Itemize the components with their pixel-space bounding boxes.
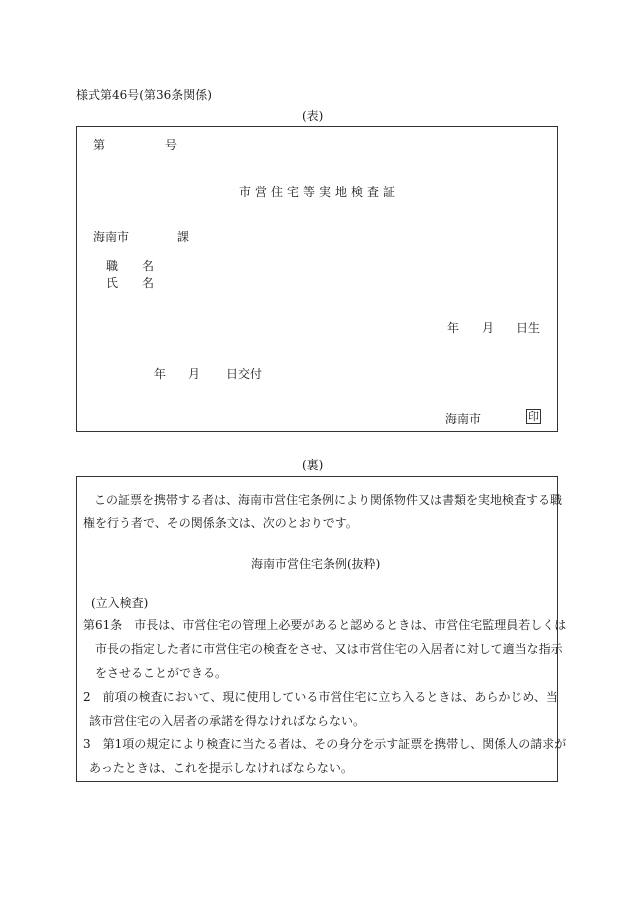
back-card	[76, 476, 567, 782]
birth-day: 日生	[516, 321, 541, 335]
issue-day: 日交付	[226, 367, 263, 381]
item2-line-1: 2 前項の検査において、現に使用している市営住宅に立ち入るときは、あらかじめ、当	[83, 690, 558, 704]
excerpt-title: 海南市営住宅条例(抜粋)	[251, 557, 381, 571]
item3-line-2: あったときは、これを提示しなければならない。	[89, 761, 353, 775]
section-heading: (立入検査)	[91, 596, 149, 610]
front-label: (表)	[302, 109, 324, 123]
name-label: 氏 名	[106, 276, 155, 290]
seal-glyph: 印	[528, 410, 539, 423]
number-prefix: 第	[93, 138, 106, 152]
back-label: (裏)	[302, 458, 324, 472]
seal-mark	[526, 409, 541, 424]
intro-line-1: この証票を携帯する者は、海南市営住宅条例により関係物件又は書類を実地検査する職	[94, 493, 563, 507]
city-label: 海南市	[93, 230, 130, 244]
issue-month: 月	[188, 367, 201, 381]
intro-line-2: 権を行う者で、その関係条文は、次のとおりです。	[83, 516, 358, 530]
article-line-1: 第61条 市長は、市営住宅の管理上必要があると認めるときは、市営住宅監理員若しくは	[83, 618, 567, 632]
birth-year: 年	[447, 321, 460, 335]
item3-line-1: 3 第1項の規定により検査に当たる者は、その身分を示す証票を携帯し、関係人の請求が	[83, 737, 567, 751]
card-title: 市営住宅等実地検査証	[239, 185, 400, 199]
front-card	[76, 126, 558, 432]
section-label: 課	[177, 230, 190, 244]
article-line-3: をさせることができる。	[95, 666, 228, 680]
form-number: 様式第46号(第36条関係)	[76, 88, 212, 102]
item2-line-2: 該市営住宅の入居者の承諾を得なければならない。	[89, 714, 366, 728]
issue-year: 年	[154, 367, 167, 381]
position-label: 職 名	[106, 259, 155, 273]
article-line-2: 市長の指定した者に市営住宅の検査をさせ、又は市営住宅の入居者に対して適当な指示	[95, 642, 563, 656]
issuer-name: 海南市	[445, 412, 482, 426]
number-suffix: 号	[165, 138, 178, 152]
birth-month: 月	[482, 321, 495, 335]
